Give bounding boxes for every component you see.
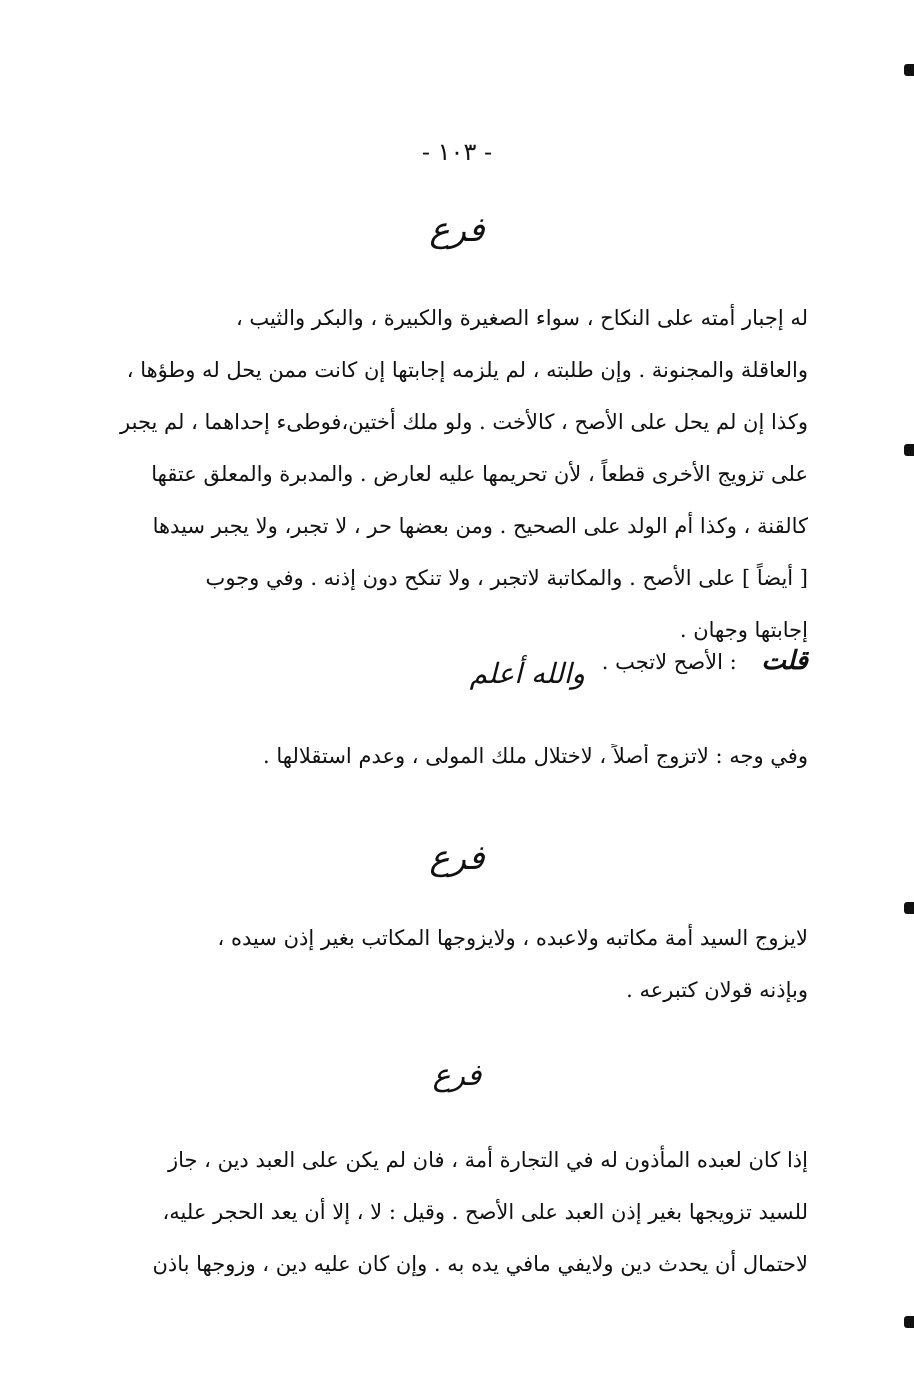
section-heading: فرع	[432, 1058, 482, 1093]
section-heading: فرع	[429, 210, 485, 250]
text-line: لاحتمال أن يحدث دين ولايفي مافي يده به . وإن كان عليه دين ، وزوجها باذن	[152, 1252, 808, 1276]
qult-text: : الأصح لاتجب .	[601, 650, 737, 674]
paragraph	[78, 292, 808, 656]
section-heading: فرع	[429, 838, 485, 878]
text-line: له إجبار أمته على النكاح ، سواء الصغيرة والكبيرة ، والبكر والثيب ،	[235, 306, 808, 330]
page-number: - ١٠٣ -	[421, 138, 493, 166]
text-line: إذا كان لعبده المأذون له في التجارة أمة ، فان لم يكن على العبد دين ، جاز	[167, 1148, 808, 1172]
paragraph	[78, 1134, 808, 1290]
text-line: [ أيضاً ] على الأصح . والمكاتبة لاتجبر ، ولا تنكح دون إذنه . وفي وجوب	[205, 566, 808, 590]
text-line: كالقنة ، وكذا أم الولد على الصحيح . ومن بعضها حر ، لا تجبر، ولا يجبر سيدها	[152, 514, 808, 538]
allah-alam: والله أعلم	[469, 657, 586, 690]
edge-mark	[904, 902, 914, 914]
fi-wajh-line: وفي وجه : لاتزوج أصلاً ، لاختلال ملك المولى ، وعدم استقلالها .	[263, 744, 808, 768]
text-line: والعاقلة والمجنونة . وإن طلبته ، لم يلزمه إجابتها إن كانت ممن يحل له وطؤها ،	[126, 358, 808, 382]
text-line: وكذا إن لم يحل على الأصح ، كالأخت . ولو ملك أختين،فوطىء إحداهما ، لم يجبر	[120, 410, 808, 434]
text-line: إجابتها وجهان .	[679, 618, 808, 642]
text-line: للسيد تزويجها بغير إذن العبد على الأصح . وقيل : لا ، إلا أن يعد الحجر عليه،	[162, 1200, 808, 1224]
edge-mark	[904, 444, 914, 456]
qult-line	[78, 646, 808, 716]
edge-mark	[904, 64, 914, 76]
text-line: وبإذنه قولان كتبرعه .	[626, 978, 808, 1002]
text-line: لايزوج السيد أمة مكاتبه ولاعبده ، ولايزوجها المكاتب بغير إذن سيده ،	[217, 926, 808, 950]
edge-mark	[904, 1316, 914, 1328]
paragraph	[78, 912, 808, 1016]
text-line: على تزويج الأخرى قطعاً ، لأن تحريمها عليه لعارض . والمدبرة والمعلق عتقها	[151, 462, 808, 486]
qult-label: قلت	[761, 646, 808, 676]
